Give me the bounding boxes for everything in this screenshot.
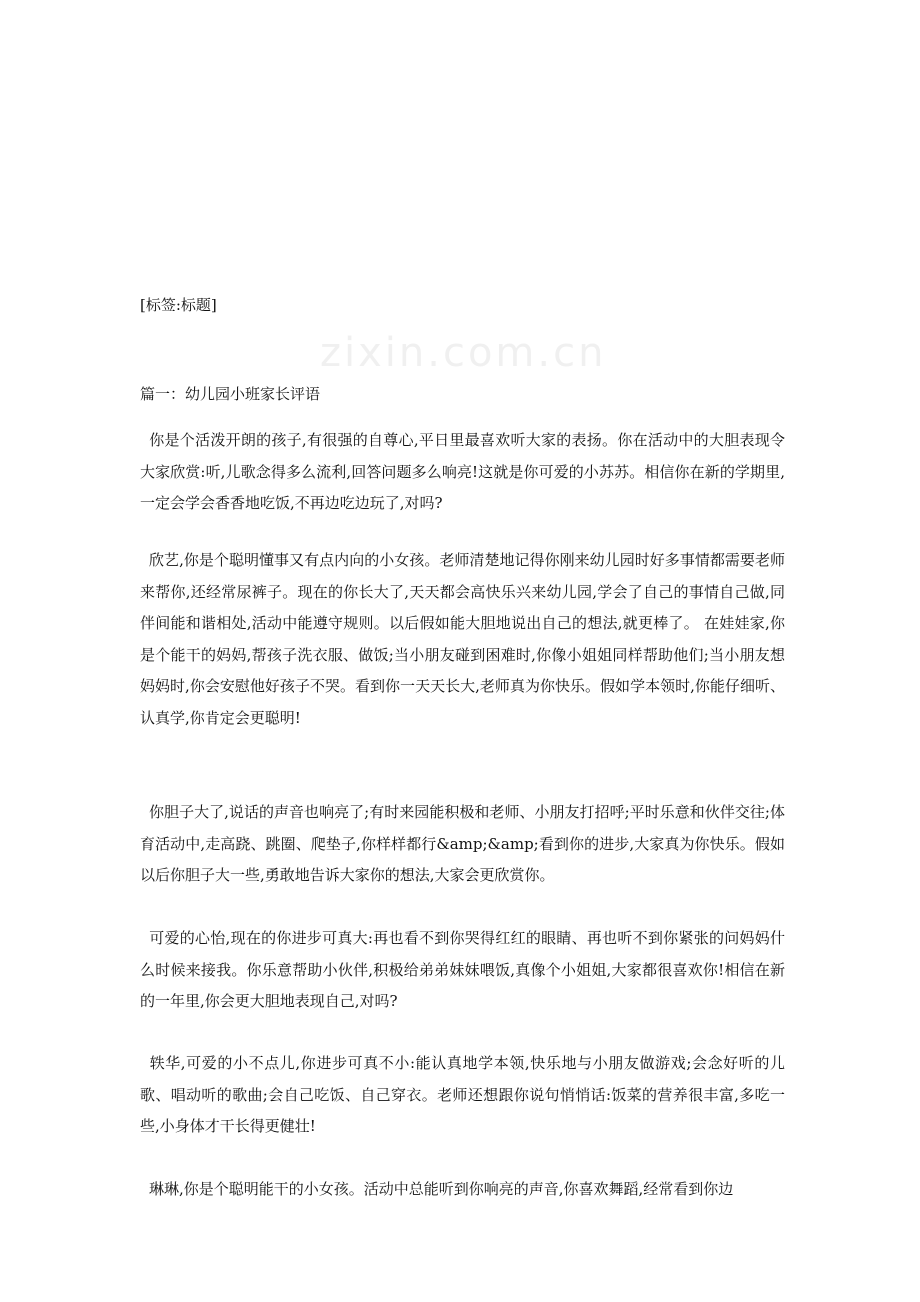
paragraph bbox=[140, 1174, 785, 1208]
paragraph bbox=[140, 425, 785, 521]
section-title: 篇一：幼儿园小班家长评语 bbox=[140, 385, 321, 403]
paragraph-text: 你是个活泼开朗的孩子,有很强的自尊心,平日里最喜欢听大家的表扬。你在活动中的大胆表现令大家欣赏:听,儿歌念得多么流利,回答问题多么响亮!这就是你可爱的小苏苏。相信你在新的学期里,一定会学会香香地吃饭,不再边吃边玩了,对吗? bbox=[140, 431, 785, 512]
paragraph-text: 琳琳,你是个聪明能干的小女孩。活动中总能听到你响亮的声音,你喜欢舞蹈,经常看到你边 bbox=[149, 1180, 734, 1198]
paragraph bbox=[140, 923, 785, 1019]
paragraph bbox=[140, 797, 785, 893]
paragraph-text: 欣艺,你是个聪明懂事又有点内向的小女孩。老师清楚地记得你刚来幼儿园时好多事情都需要老师来帮你,还经常尿裤子。现在的你长大了,天天都会高快乐兴来幼儿园,学会了自己的事情自己做,同伴间能和谐相处,活动中能遵守规则。以后假如能大胆地说出自己的想法,就更棒了。 在娃娃家,你是个能干的妈妈,帮孩子洗衣服、做饭;当小朋友碰到困难时,你像小姐姐同样帮助他们;当小朋友想妈妈时,你会安慰他好孩子不哭。看到你一天天长大,老师真为你快乐。假如学本领时,你能仔细听、认真学,你肯定会更聪明! bbox=[140, 551, 785, 727]
paragraph bbox=[140, 545, 785, 767]
watermark: zixin.com.cn bbox=[320, 330, 607, 376]
paragraph-text: 可爱的心怡,现在的你进步可真大:再也看不到你哭得红红的眼睛、再也听不到你紧张的问妈妈什么时候来接我。你乐意帮助小伙伴,积极给弟弟妹妹喂饭,真像个小姐姐,大家都很喜欢你!相信在新的一年里,你会更大胆地表现自己,对吗? bbox=[140, 929, 785, 1010]
paragraph-text: 你胆子大了,说话的声音也响亮了;有时来园能积极和老师、小朋友打招呼;平时乐意和伙伴交往;体育活动中,走高跷、跳圈、爬垫子,你样样都行&amp;&amp;看到你的进步,大家真为你快乐。假如以后你胆子大一些,勇敢地告诉大家你的想法,大家会更欣赏你。 bbox=[140, 803, 785, 884]
paragraph bbox=[140, 1048, 785, 1144]
tag-label: [标签:标题] bbox=[140, 296, 217, 314]
paragraph-text: 轶华,可爱的小不点儿,你进步可真不小:能认真地学本领,快乐地与小朋友做游戏;会念好听的儿歌、唱动听的歌曲;会自己吃饭、自己穿衣。老师还想跟你说句悄悄话:饭菜的营养很丰富,多吃一些,小身体才干长得更健壮! bbox=[140, 1054, 785, 1135]
